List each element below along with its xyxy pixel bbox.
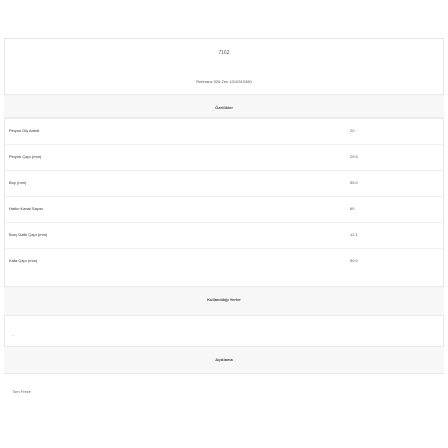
usage-value: - [12,333,14,339]
spec-row [4,248,444,274]
product-reference: Referans 526 Zen 1010310380 [196,79,252,84]
description-section-header [4,346,444,374]
spec-label: Pinyon Çapı (mm) [9,154,42,159]
spec-row [4,196,444,222]
product-code: 7162 [218,50,230,56]
spec-value: 20 [350,128,355,133]
spec-label: Pinyon Diş Adedi [9,128,40,133]
spec-row [4,118,444,144]
spec-row [4,170,444,196]
spec-row [4,222,444,248]
features-title: Özellikler [215,105,233,110]
spec-row [4,144,444,170]
spec-value: 60 [350,206,355,211]
brand-name: Tom Freze [12,389,31,394]
spec-label: Boy (mm) [9,180,27,185]
description-title: Açıklama [215,357,233,362]
usage-title: Kullanıldığı Yerler [207,297,241,302]
spec-value: 12.1 [350,232,358,237]
spec-value: 29.5 [350,154,358,159]
spec-label: Kafa Çapı (mm) [9,258,38,263]
spec-label: Burç Dalik Çapı (mm) [9,232,48,237]
spec-label: Hatlın Kanal Sayısı [9,206,44,211]
usage-section-header [4,286,444,316]
spec-value: 50.0 [350,258,358,263]
features-section-header [4,94,444,118]
spec-value: 55.0 [350,180,358,185]
